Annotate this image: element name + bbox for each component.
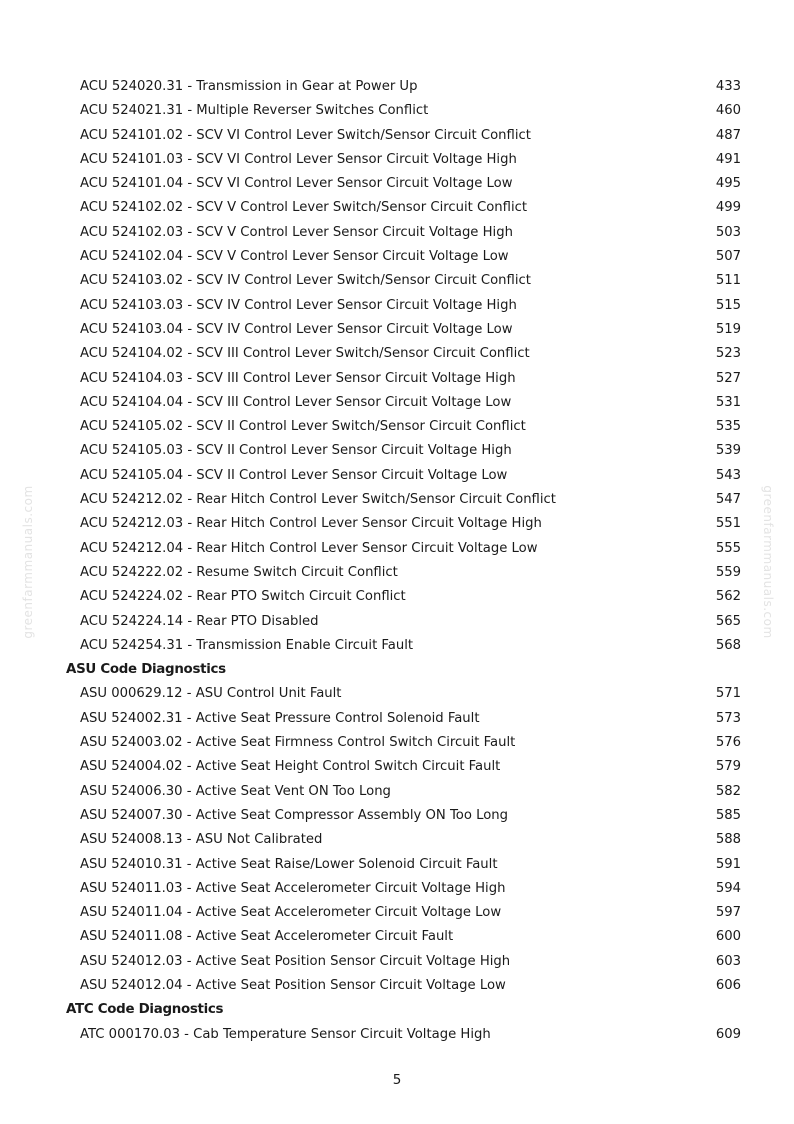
toc-entry-title[interactable]: ACU 524101.02 - SCV VI Control Lever Switch/Sensor Circuit Conflict <box>80 127 531 143</box>
toc-entry[interactable] <box>0 196 794 220</box>
toc-entry-title[interactable]: ASU 524011.04 - Active Seat Accelerometer Circuit Voltage Low <box>80 905 502 921</box>
watermark-left: greenfarmmanuals.com <box>21 485 35 639</box>
toc-entry[interactable] <box>0 391 794 415</box>
toc-entry-title[interactable]: ASU 524012.03 - Active Seat Position Sensor Circuit Voltage High <box>80 953 511 969</box>
toc-entry[interactable] <box>0 537 794 561</box>
toc-entry-title[interactable]: ASU 000629.12 - ASU Control Unit Fault <box>80 686 342 702</box>
section-heading <box>0 998 794 1022</box>
toc-entry-page[interactable]: 562 <box>715 589 741 605</box>
toc-entry[interactable] <box>0 148 794 172</box>
toc-entry-page[interactable]: 433 <box>715 79 741 94</box>
toc-entry-title[interactable]: ASU 524007.30 - Active Seat Compressor Assembly ON Too Long <box>80 807 509 823</box>
toc-entry-title[interactable]: ACU 524104.03 - SCV III Control Lever Sensor Circuit Voltage High <box>80 370 516 386</box>
toc-entry-page[interactable]: 507 <box>715 249 741 265</box>
toc-entry-title[interactable]: ACU 524102.02 - SCV V Control Lever Switch/Sensor Circuit Conflict <box>80 200 528 216</box>
toc-entry-page[interactable]: 487 <box>715 127 741 143</box>
toc-entry-page[interactable]: 551 <box>715 516 741 532</box>
toc-entry[interactable] <box>0 901 794 925</box>
toc-entry-title[interactable]: ACU 524222.02 - Resume Switch Circuit Conflict <box>80 564 398 580</box>
toc-entry-page[interactable]: 511 <box>715 273 741 289</box>
toc-entry[interactable] <box>0 221 794 245</box>
toc-entry-title[interactable]: ACU 524102.04 - SCV V Control Lever Sensor Circuit Voltage Low <box>80 249 509 265</box>
toc-entry-page[interactable]: 594 <box>715 880 741 896</box>
toc-entry[interactable] <box>0 853 794 877</box>
toc-entry[interactable] <box>0 172 794 196</box>
toc-entry-title[interactable]: ACU 524021.31 - Multiple Reverser Switches Conflict <box>80 103 429 119</box>
toc-entry-page[interactable]: 609 <box>715 1026 741 1042</box>
toc-entry[interactable] <box>0 950 794 974</box>
toc-entry[interactable] <box>0 974 794 998</box>
toc-entry[interactable] <box>0 877 794 901</box>
watermark-right: greenfarmmanuals.com <box>761 485 775 639</box>
toc-entry-title[interactable]: ACU 524212.03 - Rear Hitch Control Lever Sensor Circuit Voltage High <box>80 516 542 532</box>
toc-entry[interactable] <box>0 780 794 804</box>
toc-entry-page[interactable]: 535 <box>715 419 741 435</box>
toc-entry[interactable] <box>0 707 794 731</box>
toc-entry[interactable] <box>0 318 794 342</box>
toc-entry-page[interactable]: 547 <box>715 492 741 508</box>
toc-entry-page[interactable]: 582 <box>715 783 741 799</box>
toc-entry-page[interactable]: 460 <box>715 103 741 119</box>
toc-entry[interactable] <box>0 342 794 366</box>
toc-entry-title[interactable]: ACU 524104.04 - SCV III Control Lever Sensor Circuit Voltage Low <box>80 394 512 410</box>
toc-entry[interactable] <box>0 828 794 852</box>
toc-entry-title[interactable]: ASU 524008.13 - ASU Not Calibrated <box>80 832 323 848</box>
toc-entry[interactable] <box>0 367 794 391</box>
toc-entry-title[interactable]: ASU 524002.31 - Active Seat Pressure Control Solenoid Fault <box>80 710 480 726</box>
toc-entry-page[interactable]: 568 <box>715 637 741 653</box>
toc-entry-page[interactable]: 531 <box>715 394 741 410</box>
toc-entry[interactable] <box>0 124 794 148</box>
toc-entry-page[interactable]: 603 <box>715 953 741 969</box>
toc-entry-title[interactable]: ASU 524006.30 - Active Seat Vent ON Too Long <box>80 783 391 799</box>
toc-entry-page[interactable]: 576 <box>715 735 741 751</box>
toc-entry-title[interactable]: ACU 524212.02 - Rear Hitch Control Lever Switch/Sensor Circuit Conflict <box>80 492 556 508</box>
section-title: ATC Code Diagnostics <box>66 1002 224 1018</box>
toc-entry-page[interactable]: 585 <box>715 807 741 823</box>
toc-entry-title[interactable]: ASU 524011.08 - Active Seat Accelerometer Circuit Fault <box>80 929 454 945</box>
toc-entry-page[interactable]: 573 <box>715 710 741 726</box>
toc-entry-page[interactable]: 571 <box>715 686 741 702</box>
toc-entry[interactable] <box>0 804 794 828</box>
toc-entry-title[interactable]: ACU 524254.31 - Transmission Enable Circuit Fault <box>80 637 414 653</box>
toc-entry-page[interactable]: 491 <box>715 151 741 167</box>
toc-entry[interactable] <box>0 731 794 755</box>
toc-entry[interactable] <box>0 561 794 585</box>
toc-entry[interactable] <box>0 245 794 269</box>
toc-entry-title[interactable]: ACU 524224.14 - Rear PTO Disabled <box>80 613 319 629</box>
toc-entry[interactable] <box>0 585 794 609</box>
toc-entry-page[interactable]: 539 <box>715 443 741 459</box>
toc-entry-title[interactable]: ACU 524103.03 - SCV IV Control Lever Sensor Circuit Voltage High <box>80 297 517 313</box>
toc-entry-page[interactable]: 555 <box>715 540 741 556</box>
toc-entry-title[interactable]: ACU 524101.04 - SCV VI Control Lever Sensor Circuit Voltage Low <box>80 176 513 192</box>
toc-entry-title[interactable]: ACU 524103.04 - SCV IV Control Lever Sensor Circuit Voltage Low <box>80 321 513 337</box>
toc-entry-title[interactable]: ACU 524101.03 - SCV VI Control Lever Sensor Circuit Voltage High <box>80 151 517 167</box>
toc-entry-title[interactable]: ACU 524105.03 - SCV II Control Lever Sensor Circuit Voltage High <box>80 443 512 459</box>
section-title: ASU Code Diagnostics <box>66 662 226 678</box>
toc-entry-title[interactable]: ASU 524011.03 - Active Seat Accelerometer Circuit Voltage High <box>80 880 506 896</box>
toc-entry[interactable] <box>0 488 794 512</box>
toc-entry-page[interactable]: 515 <box>715 297 741 313</box>
toc-entry-page[interactable]: 606 <box>715 977 741 993</box>
toc-entry[interactable] <box>0 610 794 634</box>
toc-entry-title[interactable]: ACU 524020.31 - Transmission in Gear at Power Up <box>80 79 418 94</box>
toc-entry[interactable] <box>0 415 794 439</box>
table-of-contents <box>0 75 794 1047</box>
toc-entry-page[interactable]: 579 <box>715 759 741 775</box>
toc-entry-page[interactable]: 591 <box>715 856 741 872</box>
toc-entry-title[interactable]: ASU 524004.02 - Active Seat Height Control Switch Circuit Fault <box>80 759 501 775</box>
toc-entry[interactable] <box>0 512 794 536</box>
toc-entry-title[interactable]: ACU 524102.03 - SCV V Control Lever Sensor Circuit Voltage High <box>80 224 513 240</box>
toc-entry-page[interactable]: 519 <box>715 321 741 337</box>
toc-entry-title[interactable]: ACU 524224.02 - Rear PTO Switch Circuit Conflict <box>80 589 406 605</box>
toc-entry-page[interactable]: 559 <box>715 564 741 580</box>
toc-entry[interactable] <box>0 269 794 293</box>
toc-entry[interactable] <box>0 75 794 99</box>
toc-entry-page[interactable]: 597 <box>715 905 741 921</box>
toc-entry[interactable] <box>0 99 794 123</box>
toc-entry-page[interactable]: 565 <box>715 613 741 629</box>
section-heading <box>0 658 794 682</box>
toc-entry-title[interactable]: ACU 524105.04 - SCV II Control Lever Sensor Circuit Voltage Low <box>80 467 508 483</box>
toc-entry[interactable] <box>0 755 794 779</box>
toc-entry-title[interactable]: ATC 000170.03 - Cab Temperature Sensor Circuit Voltage High <box>80 1026 491 1042</box>
toc-entry-title[interactable]: ASU 524003.02 - Active Seat Firmness Control Switch Circuit Fault <box>80 735 516 751</box>
toc-entry-page[interactable]: 499 <box>715 200 741 216</box>
toc-entry-title[interactable]: ASU 524010.31 - Active Seat Raise/Lower Solenoid Circuit Fault <box>80 856 498 872</box>
toc-entry[interactable] <box>0 294 794 318</box>
toc-entry[interactable] <box>0 634 794 658</box>
toc-entry-page[interactable]: 523 <box>715 346 741 362</box>
toc-entry-page[interactable]: 527 <box>715 370 741 386</box>
toc-entry-page[interactable]: 495 <box>715 176 741 192</box>
toc-entry[interactable] <box>0 464 794 488</box>
toc-entry-title[interactable]: ACU 524103.02 - SCV IV Control Lever Switch/Sensor Circuit Conflict <box>80 273 531 289</box>
toc-entry-title[interactable]: ASU 524012.04 - Active Seat Position Sensor Circuit Voltage Low <box>80 977 506 993</box>
toc-entry-title[interactable]: ACU 524212.04 - Rear Hitch Control Lever Sensor Circuit Voltage Low <box>80 540 538 556</box>
toc-entry[interactable] <box>0 1023 794 1047</box>
toc-entry[interactable] <box>0 439 794 463</box>
toc-entry-page[interactable]: 600 <box>715 929 741 945</box>
toc-entry[interactable] <box>0 682 794 706</box>
toc-entry-page[interactable]: 503 <box>715 224 741 240</box>
toc-entry-title[interactable]: ACU 524105.02 - SCV II Control Lever Switch/Sensor Circuit Conflict <box>80 419 526 435</box>
toc-entry-page[interactable]: 588 <box>715 832 741 848</box>
toc-entry-title[interactable]: ACU 524104.02 - SCV III Control Lever Switch/Sensor Circuit Conflict <box>80 346 530 362</box>
page-number: 5 <box>392 1072 402 1088</box>
toc-entry-page[interactable]: 543 <box>715 467 741 483</box>
toc-entry[interactable] <box>0 925 794 949</box>
